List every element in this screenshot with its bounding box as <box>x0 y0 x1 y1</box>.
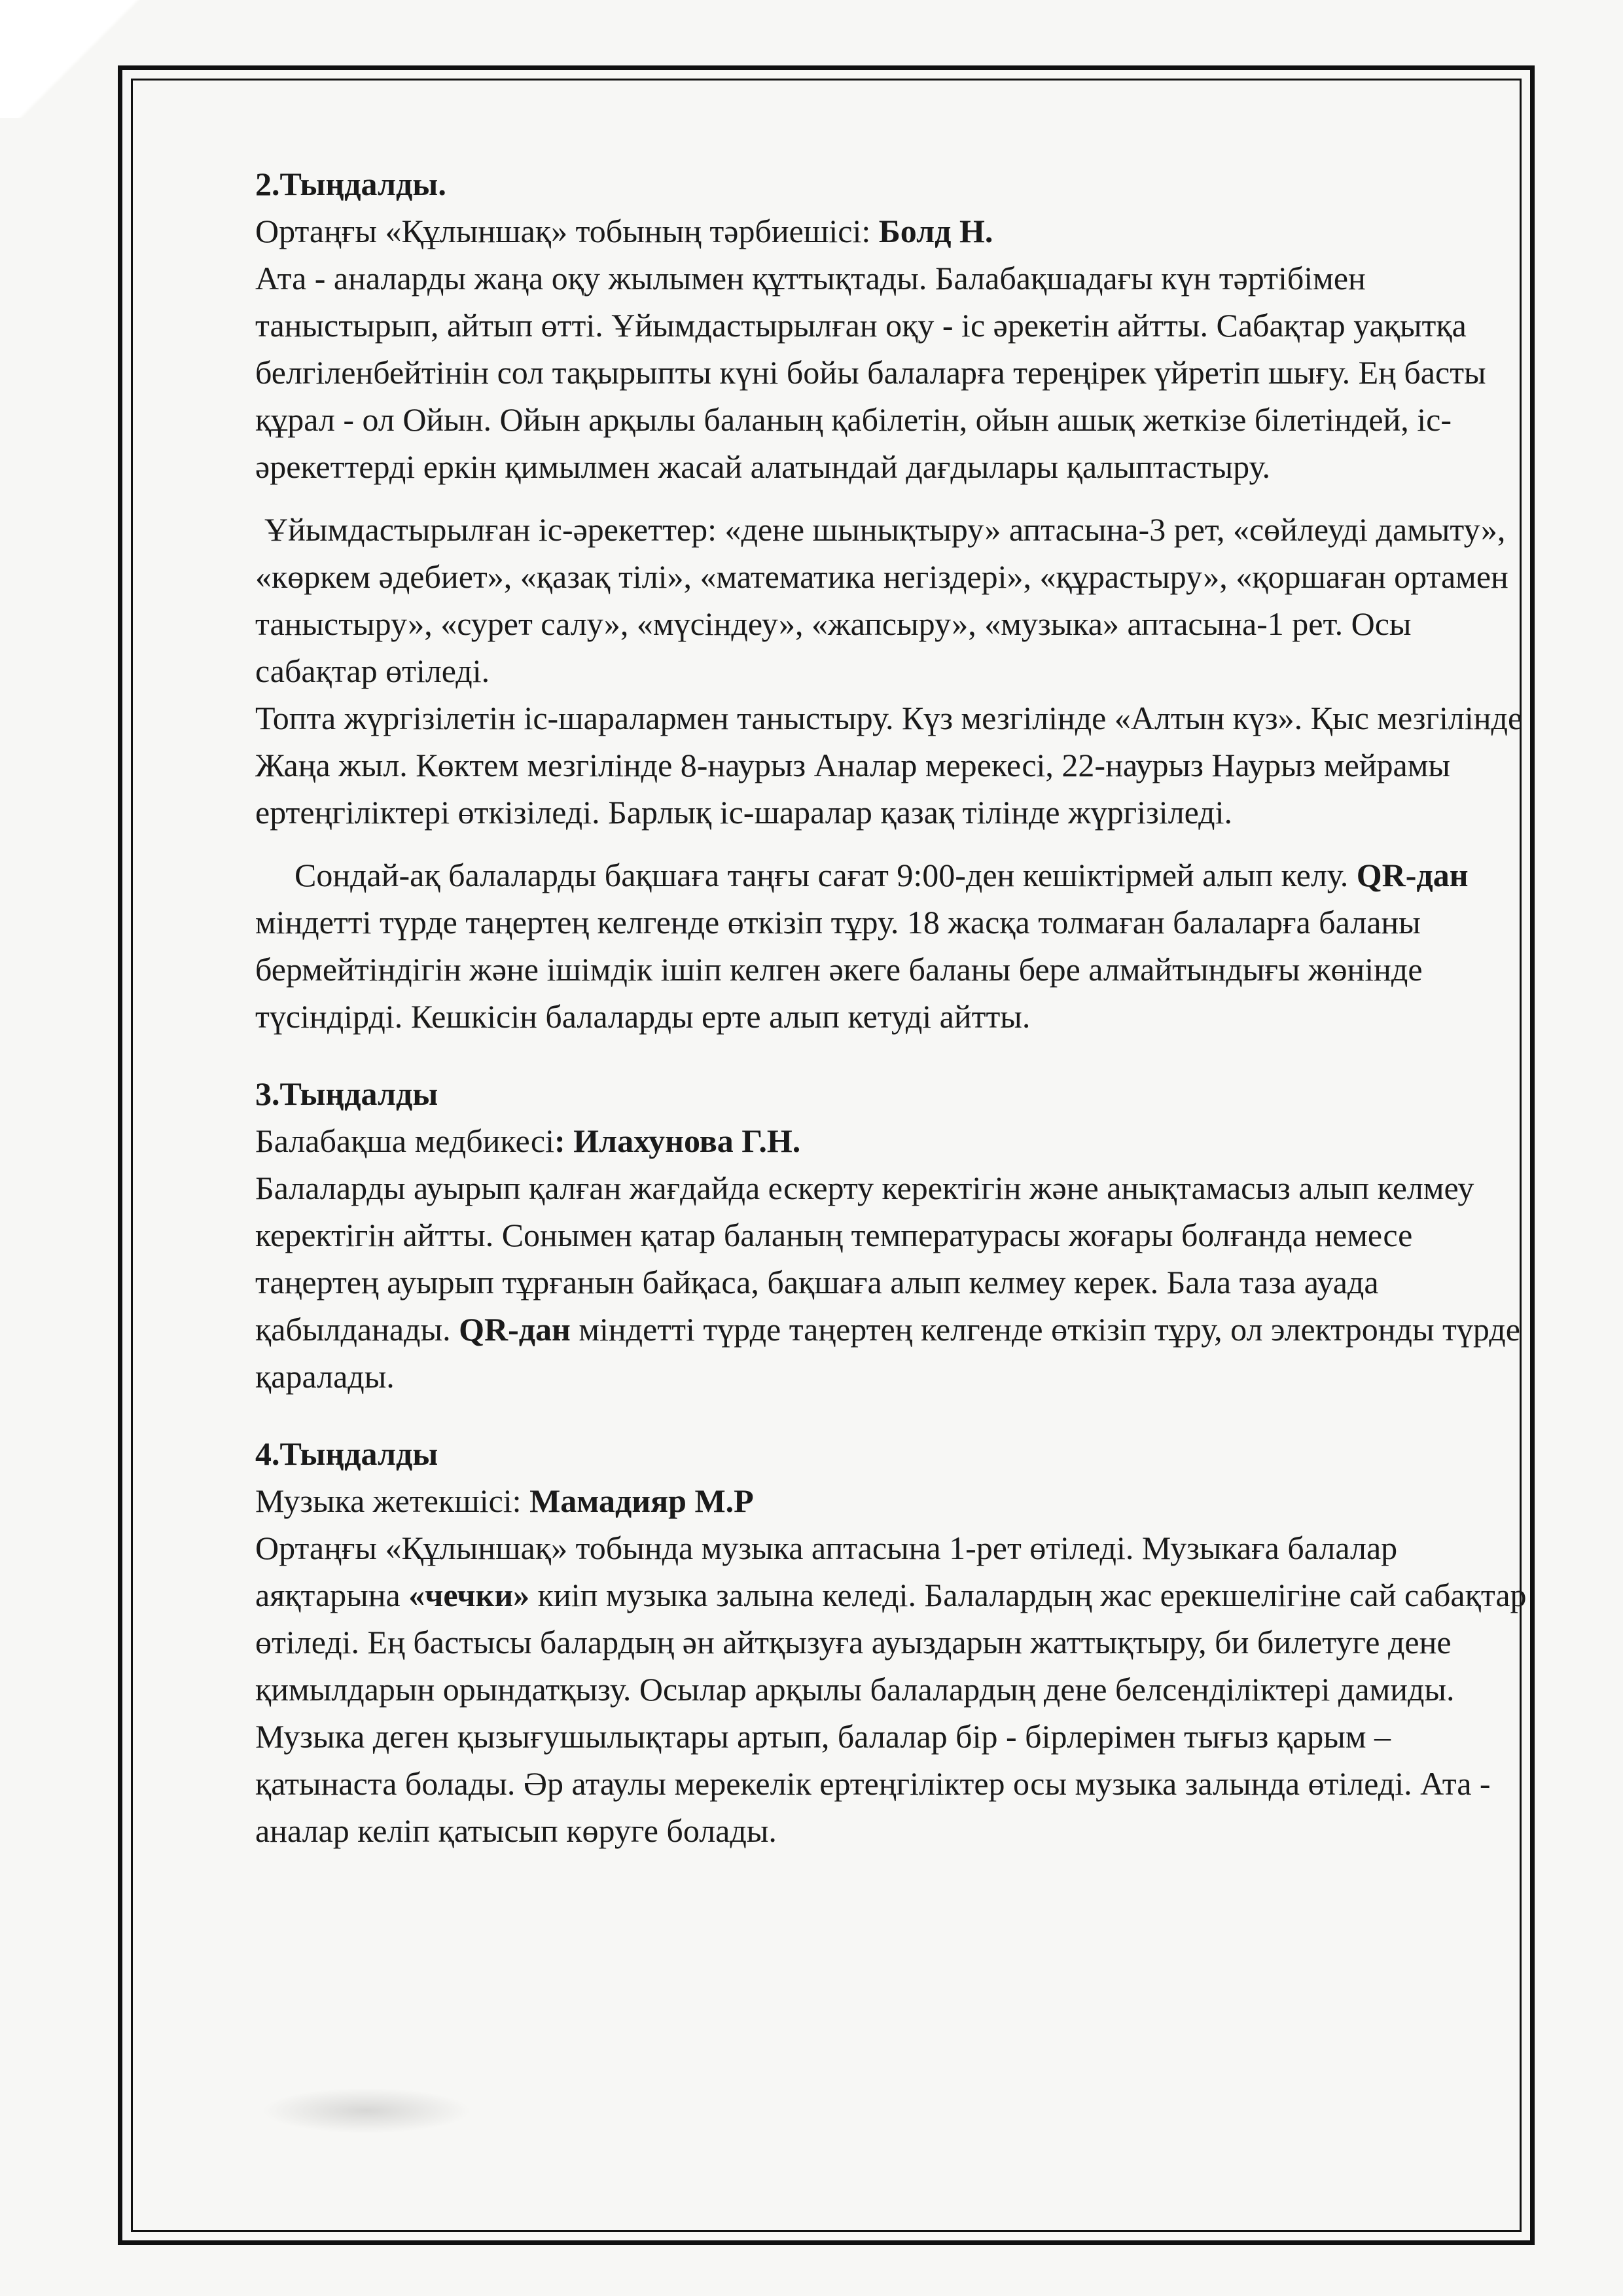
document-body <box>255 160 1538 1884</box>
paragraph <box>255 1164 1538 1400</box>
paragraph <box>255 852 1538 1040</box>
speaker-role: Музыка жетекшісі: <box>255 1482 530 1519</box>
paragraph: Ата - аналарды жаңа оқу жылымен құттықтады. Балабақшадағы күн тәртібімен таныстырып, айтып өтті. Ұйымдастырылған оқу - іс әрекетін айтты. Сабақтар уақытқа белгіленбейтінін сол тақырыпты күні бойы балаларға тереңірек үйретіп шығу. Ең басты құрал - ол Ойын. Ойын арқылы баланың қабілетін, ойын ашық жеткізе білетіндей, іс-әрекеттерді еркін қимылмен жасай алатындай дағдылары қалыптастыру. <box>255 260 1486 485</box>
speaker-line <box>255 1477 1538 1524</box>
paragraph-text: Балаларды ауырып қалған жағдайда ескерту керектігін және анықтамасыз алып келмеу керектігін айтты. Сонымен қатар баланың температурасы жоғары болғанда немесе таңертең ауырып тұрғанын байқаса, бақшаға алып келмеу керек. Бала таза ауада қабылданады. <box>255 1170 1474 1348</box>
section-4 <box>255 1430 1538 1854</box>
section-heading: 3.Тыңдалды <box>255 1075 438 1112</box>
paragraph-text: Ортаңғы «Құлыншақ» тобында музыка аптасына 1-рет өтіледі. Музыкаға балалар аяқтарына <box>255 1530 1398 1613</box>
speaker-role: Ортаңғы «Құлыншақ» тобының тәрбиешісі: <box>255 213 879 249</box>
paragraph <box>255 1524 1538 1854</box>
section-heading: 4.Тыңдалды <box>255 1435 438 1472</box>
qr-emphasis: QR-дан <box>1356 857 1469 893</box>
section-heading: 2.Тыңдалды. <box>255 166 446 202</box>
speaker-line <box>255 207 1538 255</box>
paragraph: Топта жүргізілетін іс-шаралармен таныстыру. Күз мезгілінде «Алтын күз». Қыс мезгілінде Жаңа жыл. Көктем мезгілінде 8-наурыз Аналар мерекесі, 22-наурыз Наурыз мейрамы ертеңгіліктері өткізіледі. Барлық іс-шаралар қазақ тілінде жүргізіледі. <box>255 700 1523 831</box>
paragraph-text: міндетті түрде таңертең келгенде өткізіп тұру, ол электронды түрде қаралады. <box>255 1311 1520 1395</box>
chechki-emphasis: «чечки» <box>408 1577 530 1613</box>
speaker-name: Мамадияр М.Р <box>529 1482 754 1519</box>
speaker-role: Балабақша медбикесі <box>255 1122 554 1159</box>
paragraph-text: киіп музыка залына келеді. Балалардың жас ерекшелігіне сай сабақтар өтіледі. Ең бастысы балардың ән айтқызуға ауыздарын жаттықтыру, би билетуге дене қимылдарын орындатқызу. Осылар арқылы балалардың дене белсенділіктері дамиды. Музыка деген қызығушылықтары артып, балалар бір - бірлерімен тығыз қарым – қатынаста болады. Әр атаулы мерекелік ертеңгіліктер осы музыка залында өтіледі. Ата - аналар келіп қатысып көруге болады. <box>255 1577 1527 1849</box>
paragraph: Ұйымдастырылған іс-әрекеттер: «дене шынықтыру» аптасына-3 рет, «сөйлеуді дамыту», «көркем әдебиет», «қазақ тілі», «математика негіздері», «құрастыру», «қоршаған ортамен таныстыру», «сурет салу», «мүсіндеу», «жапсыру», «музыка» аптасына-1 рет. Осы сабақтар өтіледі. <box>255 511 1508 689</box>
speaker-name: Болд Н. <box>878 213 993 249</box>
qr-emphasis: QR-дан <box>459 1311 571 1348</box>
speaker-name: : Илахунова Г.Н. <box>554 1122 801 1159</box>
paragraph-text: міндетті түрде таңертең келгенде өткізіп тұру. 18 жасқа толмаған балаларға баланы бермейтіндігін және ішімдік ішіп келген әкеге баланы бере алмайтындығы жөнінде түсіндірді. Кешкісін балаларды ерте алып кетуді айтты. <box>255 904 1423 1035</box>
scan-smudge <box>262 2088 471 2134</box>
section-3 <box>255 1070 1538 1400</box>
section-2 <box>255 160 1538 1040</box>
paragraph-text: Сондай-ақ балаларды бақшаға таңғы сағат 9:00-ден кешіктірмей алып келу. <box>294 857 1357 893</box>
speaker-line <box>255 1117 1538 1164</box>
